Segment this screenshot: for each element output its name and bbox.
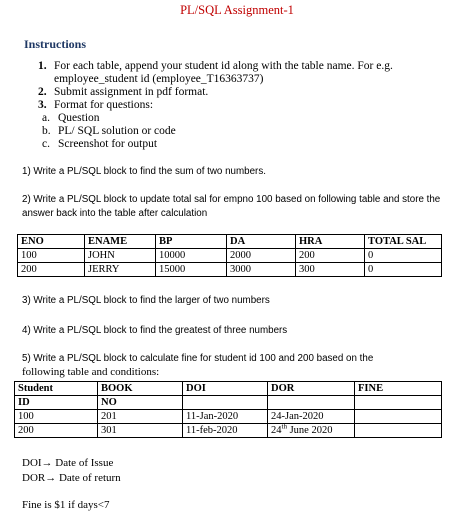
table-header: DA [227,235,296,249]
question-1: 1) Write a PL/SQL block to find the sum of two numbers. [22,166,266,177]
table-header: ENO [18,235,85,249]
legend-dor: DOR→ Date of return [22,472,121,484]
table-header: DOR [268,382,355,396]
question-4: 4) Write a PL/SQL block to find the greatest of three numbers [22,325,288,336]
table-cell: 15000 [156,263,227,277]
question-5-line1: 5) Write a PL/SQL block to calculate fine for student id 100 and 200 based on the [22,353,374,364]
table-cell: 24-Jan-2020 [268,410,355,424]
fine-rule: Fine is $1 if days<7 [22,499,110,511]
table-header: ENAME [85,235,156,249]
table-header: HRA [296,235,365,249]
instruction-item: employee_student id (employee_T16363737) [54,73,264,85]
table-cell: 3000 [227,263,296,277]
table-cell: 24th June 2020 [268,424,355,438]
table-cell: 200 [296,249,365,263]
table-row [18,263,442,277]
format-subitem: c. Screenshot for output [42,138,158,150]
table-cell: 300 [296,263,365,277]
table-header [183,396,268,410]
table-row [15,410,442,424]
page-title: PL/SQL Assignment-1 [180,3,294,17]
table-cell: 2000 [227,249,296,263]
table-cell: 100 [15,410,98,424]
table-row [18,249,442,263]
table-cell: 11-Jan-2020 [183,410,268,424]
table-header: FINE [355,382,442,396]
table-header [355,396,442,410]
table-header: NO [98,396,183,410]
table-cell: 11-feb-2020 [183,424,268,438]
question-3: 3) Write a PL/SQL block to find the larger of two numbers [22,295,270,306]
table-header-row [18,235,442,249]
table-header: BOOK [98,382,183,396]
table-cell [355,424,442,438]
legend-doi: DOI→ Date of Issue [22,457,114,469]
table-header-row [15,382,442,396]
table-header: TOTAL SAL [365,235,442,249]
table-cell: 10000 [156,249,227,263]
salary-table [17,234,442,277]
table-cell: JERRY [85,263,156,277]
fine-table [14,381,442,438]
question-2-line2: answer back into the table after calculation [22,208,208,219]
table-cell: 0 [365,263,442,277]
instruction-item: 1. For each table, append your student id along with the table name. For e.g. [38,60,393,72]
table-header: DOI [183,382,268,396]
table-cell [355,410,442,424]
table-cell: 201 [98,410,183,424]
table-header-row [15,396,442,410]
question-2-line1: 2) Write a PL/SQL block to update total sal for empno 100 based on following table and store the [22,194,441,205]
table-header: Student [15,382,98,396]
format-sublist [42,112,176,151]
table-header: ID [15,396,98,410]
table-cell: 200 [15,424,98,438]
table-cell: JOHN [85,249,156,263]
question-5-line2: following table and conditions: [22,366,160,378]
table-header [268,396,355,410]
table-header: BP [156,235,227,249]
table-cell: 0 [365,249,442,263]
table-cell: 301 [98,424,183,438]
instruction-item: 3. Format for questions: [38,99,154,111]
instructions-heading: Instructions [24,37,87,51]
format-subitem: b. PL/ SQL solution or code [42,125,176,137]
table-row [15,424,442,438]
table-cell: 200 [18,263,85,277]
table-cell: 100 [18,249,85,263]
instruction-list [38,60,393,112]
instruction-item: 2. Submit assignment in pdf format. [38,86,209,98]
format-subitem: a. Question [42,112,100,124]
